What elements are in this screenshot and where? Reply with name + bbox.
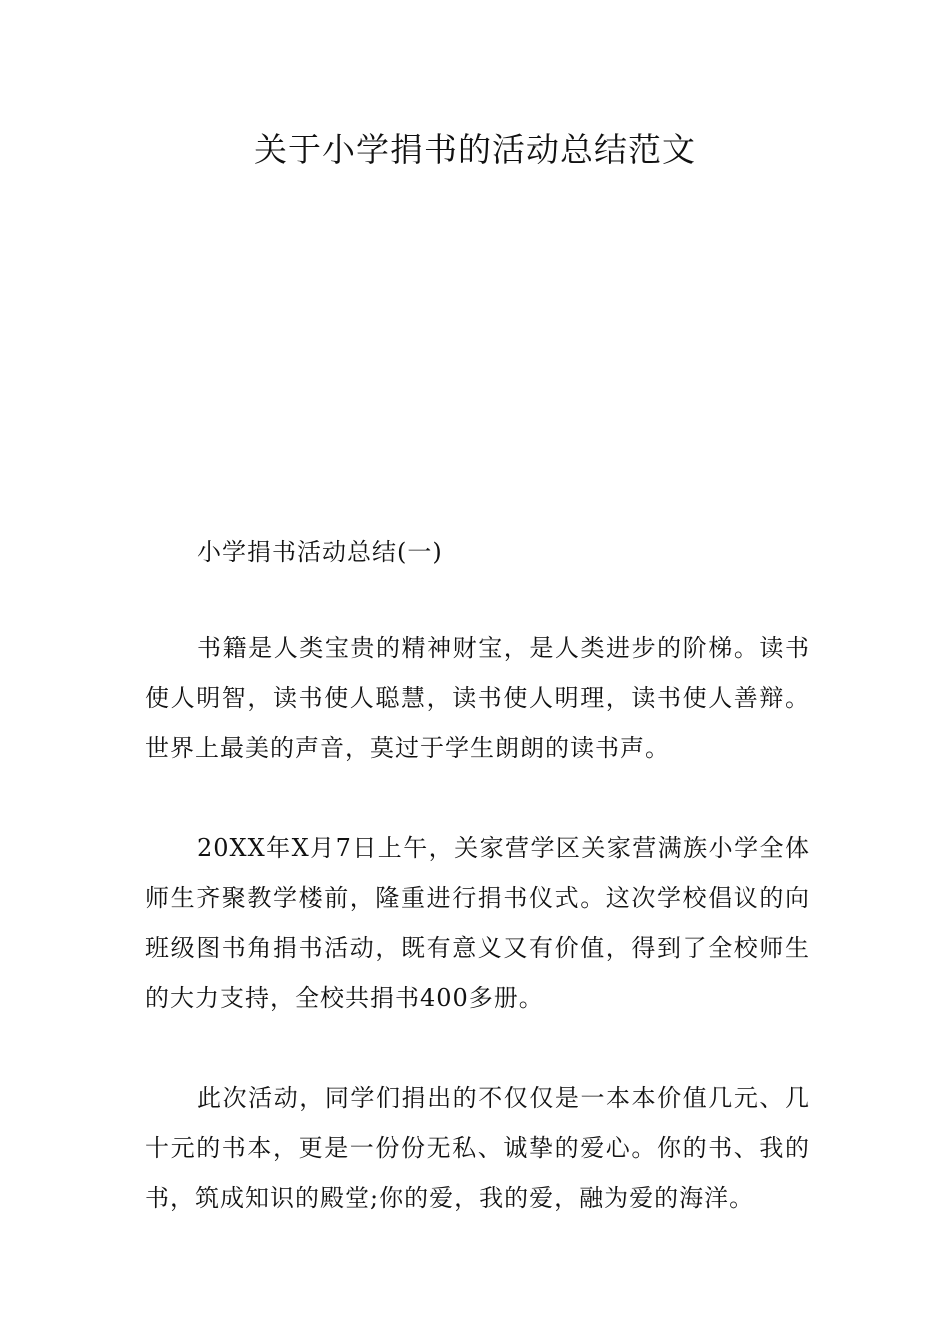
- section-heading-block: [145, 527, 810, 577]
- paragraph: 此次活动，同学们捐出的不仅仅是一本本价值几元、几十元的书本，更是一份份无私、诚挚的爱心。你的书、我的书，筑成知识的殿堂;你的爱，我的爱，融为爱的海洋。: [145, 1084, 810, 1212]
- paragraph: 20XX年X月7日上午，关家营学区关家营满族小学全体师生齐聚教学楼前，隆重进行捐书仪式。这次学校倡议的向班级图书角捐书活动，既有意义又有价值，得到了全校师生的大力支持，全校共捐书400多册。: [145, 834, 810, 1012]
- paragraph-block-1: [145, 623, 810, 773]
- document-title: 关于小学捐书的活动总结范文: [254, 130, 696, 169]
- section-heading: 小学捐书活动总结(一): [197, 538, 443, 566]
- paragraph-block-2: [145, 823, 810, 1023]
- paragraph: 书籍是人类宝贵的精神财宝，是人类进步的阶梯。读书使人明智，读书使人聪慧，读书使人明理，读书使人善辩。世界上最美的声音，莫过于学生朗朗的读书声。: [145, 634, 810, 762]
- paragraph-block-3: [145, 1073, 810, 1223]
